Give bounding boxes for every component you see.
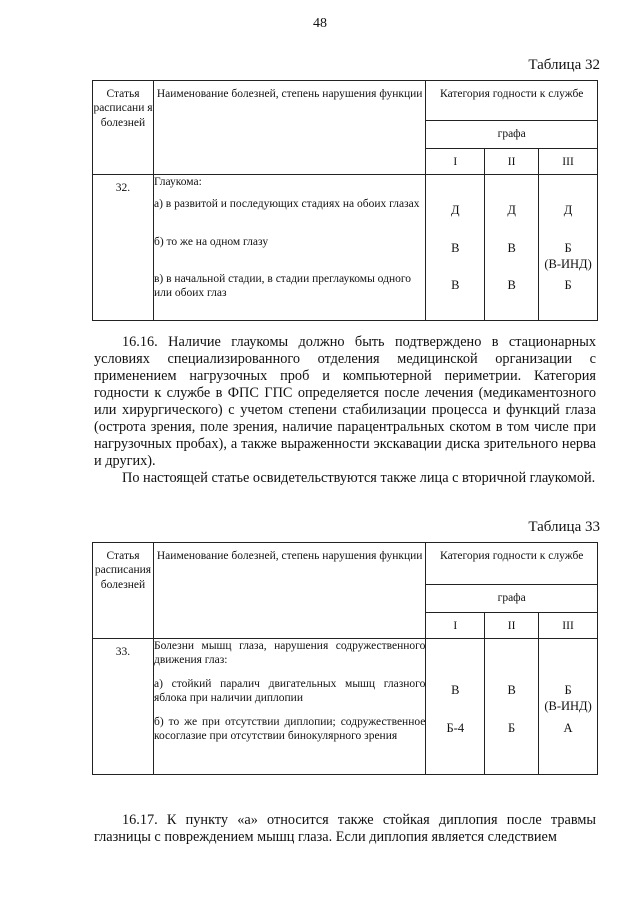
table32-row-a-g3: Д (563, 203, 573, 217)
page-number: 48 (313, 16, 327, 31)
paragraph-16-16 (94, 334, 596, 487)
paragraph-secondary-glaucoma: По настоящей статье освидетельствуются также лица с вторичной глаукомой. (122, 470, 596, 486)
table32-row-b-g1: В (451, 241, 460, 255)
table33-header-article: Статья расписания болезней (93, 543, 154, 639)
table33-grafa-3: III (539, 613, 598, 639)
table33-article-number: 33. (93, 639, 154, 775)
table33-header-category: Категория годности к службе (426, 543, 598, 585)
table33-header-grafa: графа (426, 585, 598, 613)
table32-row-a-g1: Д (451, 203, 460, 217)
table32-article-number: 32. (93, 175, 154, 321)
table33-col2 (485, 639, 539, 775)
table32-row-c-g1: В (451, 278, 460, 292)
table32-header-article: Статья расписани я болезней (93, 81, 154, 175)
table33-row-b-g2: Б (508, 721, 516, 735)
table32 (92, 80, 598, 321)
paragraph-16-17-text: 16.17. К пункту «а» относится также стойкая диплопия после травмы глазницы с повреждением мышц глаза. Если диплопия является следствием (94, 812, 596, 845)
table32-row-b-g2: В (507, 241, 516, 255)
table33-col3 (539, 639, 598, 775)
table32-caption: Таблица 32 (528, 57, 600, 73)
table32-header-grafa: графа (426, 121, 598, 149)
table33 (92, 542, 598, 775)
table32-row-b-g3: Б (564, 241, 572, 255)
table32-row-c-g2: В (507, 278, 516, 292)
table33-row-a-g3-block (539, 683, 597, 721)
table32-row-c-g3: Б (564, 278, 572, 292)
table33-header-name: Наименование болезней, степень нарушения функции (153, 543, 425, 639)
table33-row-a-g3-note: (В-ИНД) (544, 698, 592, 713)
table33-grafa-2: II (485, 613, 539, 639)
table33-body (153, 639, 425, 775)
table33-title: Болезни мышц глаза, нарушения содружественного движения глаз: (153, 640, 426, 667)
table32-row-b-g3-note: (В-ИНД) (544, 256, 592, 271)
table32-header-name: Наименование болезней, степень нарушения функции (153, 81, 425, 175)
paragraph-16-17 (94, 812, 596, 846)
table32-grafa-1: I (426, 149, 485, 175)
table32-col3 (539, 175, 598, 321)
table33-row-a-g3: Б (564, 683, 572, 697)
table33-row-a-g2: В (507, 683, 516, 697)
table32-body (153, 175, 425, 321)
table32-row-b-g3-block (539, 241, 597, 278)
table32-row-a-text: а) в развитой и последующих стадиях на обоих глазах (153, 198, 420, 210)
table32-row-c-text: в) в начальной стадии, в стадии преглаукомы одного или обоих глаз (153, 273, 412, 300)
table32-header-category: Категория годности к службе (426, 81, 598, 121)
table32-row-b-text: б) то же на одном глазу (153, 236, 269, 248)
paragraph-16-16-text: 16.16. Наличие глаукомы должно быть подтверждено в стационарных условиях специализированного отделения медицинской организации с применением нагрузочных проб и компьютерной периметрии. Категория годности к службе в ФПС ГПС определяется после лечения (медикаментозного или хирургического) с учетом степени стабилизации процесса и функций глаза (острота зрения, поле зрения, наличие парацентральных скотом в том числе при нагрузочных пробах), а также выраженности экскавации диска зрительного нерва и других). (94, 334, 596, 469)
table32-title: Глаукома: (153, 176, 202, 188)
table33-row-a-g1: В (451, 683, 460, 697)
table32-col2 (485, 175, 539, 321)
table33-row-b-g3: А (563, 721, 573, 735)
table33-row-a-text: а) стойкий паралич двигательных мышц глазного яблока при наличии диплопии (153, 678, 426, 705)
table33-col1 (426, 639, 485, 775)
table32-grafa-3: III (539, 149, 598, 175)
table32-row-a-g2: Д (507, 203, 516, 217)
table33-row-b-text: б) то же при отсутствии диплопии; содружественное косоглазие при отсутствии бинокулярного зрения (153, 716, 426, 743)
table33-grafa-1: I (426, 613, 485, 639)
table32-grafa-2: II (485, 149, 539, 175)
table33-row-b-g1: Б-4 (446, 721, 465, 735)
table33-caption: Таблица 33 (528, 519, 600, 535)
table32-col1 (426, 175, 485, 321)
